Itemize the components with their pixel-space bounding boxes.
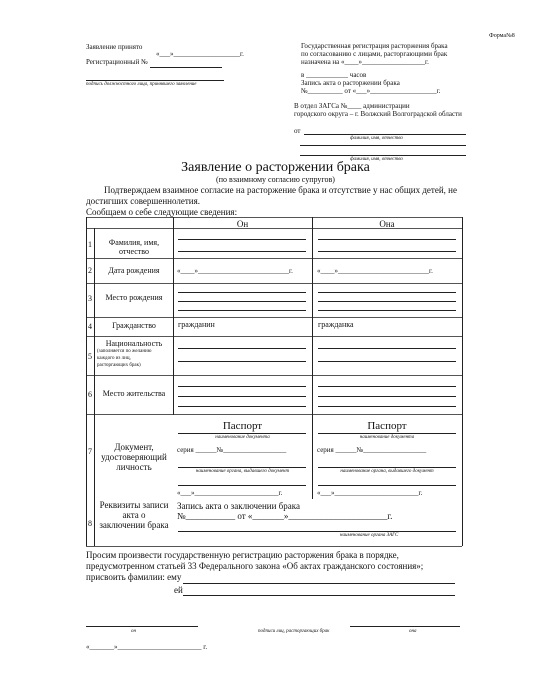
to-office: В отдел ЗАГСа №____ администрации	[294, 102, 410, 110]
row-border	[86, 317, 462, 318]
row3-she-line	[318, 301, 456, 302]
row-border	[86, 258, 462, 259]
table-top-border	[86, 217, 462, 218]
row3-he-line	[178, 310, 306, 311]
row5-she-line	[318, 348, 456, 349]
intro-line-1: Подтверждаем взаимное согласие на расторжение брака и отсутствие у нас общих детей, не	[104, 185, 457, 195]
form-number: Форма№8	[489, 33, 515, 39]
from-caption-1: фамилия, имя, отчество	[350, 136, 403, 141]
row7-she-doc-line	[318, 433, 456, 434]
row1-she-line	[318, 239, 456, 240]
he-she-col-border-lower	[312, 414, 313, 499]
row4-number: 4	[88, 322, 92, 331]
request-line-4: ей	[174, 585, 183, 595]
row7-he-date: «___»________________________г.	[177, 489, 283, 497]
rh-line2: по согласованию с лицами, расторгающими брак	[301, 50, 448, 58]
row7-label-3: личность	[116, 462, 152, 472]
row7-he-issuer-caption: наименование органа, выдавшего документ	[195, 469, 290, 474]
row6-he-line	[178, 396, 306, 397]
row4-she-value: гражданка	[318, 320, 354, 329]
row8-zags-line	[178, 531, 456, 532]
row8-number: 8	[88, 519, 92, 528]
row7-she-date: «___»________________________г.	[317, 489, 423, 497]
row7-he-doc-line	[178, 433, 306, 434]
he-she-col-border	[312, 217, 313, 415]
rh-line6: №__________ от «___»___________________г.	[301, 87, 441, 95]
row8-record: Запись акта о заключении брака	[177, 501, 300, 511]
row7-he-line	[178, 485, 306, 486]
row-border	[86, 283, 462, 284]
row7-she-series: серия ______№__________________	[317, 446, 427, 454]
row1-he-line	[178, 239, 306, 240]
signature-she-caption: она	[409, 629, 417, 634]
surname-he-line	[183, 583, 455, 584]
row7-he-doc-caption: наименование документа	[215, 435, 270, 440]
row4-label: Гражданство	[112, 321, 156, 330]
row7-she-passport: Паспорт	[367, 420, 407, 432]
row3-he-line	[178, 292, 306, 293]
from-line-3	[300, 155, 466, 156]
row2-he-date: «____»__________________________г.	[177, 267, 293, 275]
row7-she-issuer-caption: наименование органа, выдавшего документ	[340, 469, 434, 474]
row3-she-line	[318, 310, 456, 311]
rh-line1: Государственная регистрация расторжения брака	[301, 42, 448, 50]
signature-caption: подпись должностного лица, принявшего заявление	[86, 82, 197, 87]
row6-she-line	[318, 396, 456, 397]
signature-she-line	[350, 626, 460, 627]
page-subtitle: (по взаимному согласию супругов)	[216, 175, 335, 184]
rh-line4: в ____________ часов	[301, 71, 367, 79]
from-label: от	[294, 127, 301, 135]
label-col-border	[173, 217, 174, 415]
intro-line-2: достигших совершеннолетия.	[86, 196, 200, 206]
row3-she-line	[318, 292, 456, 293]
col-she: Она	[379, 219, 395, 229]
row8-zags-caption: наименование органа ЗАГС	[340, 533, 399, 538]
row2-she-date: «____»__________________________г.	[317, 267, 433, 275]
row5-note-2: каждого из лиц,	[97, 356, 131, 361]
row4-he-value: гражданин	[178, 320, 215, 329]
row6-label: Место жительства	[102, 389, 166, 398]
row5-note-1: (заполняется по желанию	[97, 349, 152, 354]
row2-number: 2	[88, 266, 92, 275]
row1-label-1: Фамилия, имя,	[108, 238, 160, 247]
row5-note-3: расторгающих брак)	[97, 363, 141, 368]
table-bottom-border	[86, 546, 462, 547]
accepted-label: Заявление принято	[86, 43, 143, 51]
col-he: Он	[236, 219, 249, 229]
row-border	[86, 414, 462, 415]
row7-he-issuer-line	[178, 467, 306, 468]
rh-line3: назначена на «____»__________________г.	[301, 58, 429, 66]
row5-he-line	[178, 348, 306, 349]
row1-he-line	[178, 251, 306, 252]
row7-she-line	[318, 485, 456, 486]
from-line-2	[300, 145, 466, 146]
request-line-2: предусмотренном статьей 33 Федерального закона «Об актах гражданского состояния»;	[86, 561, 424, 571]
row7-label-1: Документ,	[114, 442, 154, 452]
row-border	[86, 336, 462, 337]
row1-number: 1	[88, 240, 92, 249]
row8-label-3: заключении брака	[99, 520, 169, 530]
reg-number-line	[150, 67, 222, 68]
row3-he-line	[178, 301, 306, 302]
signature-he-caption: он	[131, 629, 136, 634]
accepted-date: «___»___________________г.	[156, 50, 244, 58]
request-line-3: присвоить фамилии: ему	[86, 572, 182, 582]
row5-number: 5	[88, 352, 92, 361]
request-line-1: Просим произвести государственную регистрацию расторжения брака в порядке,	[86, 550, 399, 560]
row6-she-line	[318, 386, 456, 387]
table-right-border	[462, 217, 463, 546]
row7-he-passport: Паспорт	[222, 420, 263, 432]
row7-he-series: серия ______№__________________	[177, 446, 287, 454]
district: городского округа – г. Волжский Волгоградской области	[294, 110, 462, 118]
row3-label: Место рождения	[105, 293, 163, 302]
signature-line	[86, 80, 224, 81]
row8-record-number: №___________ от «_______»______________________г.	[177, 511, 393, 521]
reg-number-label: Регистрационный №	[86, 58, 148, 66]
row3-number: 3	[88, 294, 92, 303]
row7-number: 7	[88, 447, 92, 456]
rh-line5: Запись акта о расторжении брака	[301, 79, 400, 87]
row6-he-line	[178, 386, 306, 387]
row6-she-line	[318, 406, 456, 407]
row7-label-2: удостоверяющий	[101, 452, 167, 462]
page-title: Заявление о расторжении брака	[181, 160, 370, 175]
row8-label-2: акта о	[122, 510, 146, 520]
row7-she-doc-caption: наименование документа	[359, 435, 415, 440]
signature-he-line	[86, 626, 198, 627]
surname-she-line	[183, 595, 455, 596]
row6-number: 6	[88, 390, 92, 399]
signature-mid-caption: подписи лиц, расторгающих брак	[258, 629, 330, 634]
row2-label: Дата рождения	[108, 266, 160, 275]
row6-he-line	[178, 406, 306, 407]
row1-she-line	[318, 251, 456, 252]
num-col-border	[94, 228, 95, 546]
from-line-1	[304, 134, 466, 135]
row5-label: Национальность	[105, 339, 163, 348]
row8-label-1: Реквизиты записи	[99, 500, 169, 510]
row5-she-line	[318, 361, 456, 362]
row7-she-issuer-line	[318, 467, 456, 468]
final-date: «_______»________________________ г.	[86, 643, 208, 651]
row5-he-line	[178, 361, 306, 362]
intro-line-3: Сообщаем о себе следующие сведения:	[86, 207, 238, 217]
row-border	[86, 375, 462, 376]
row1-label-2: отчество	[119, 247, 149, 256]
from-caption-2: фамилия, имя, отчество	[350, 157, 403, 162]
